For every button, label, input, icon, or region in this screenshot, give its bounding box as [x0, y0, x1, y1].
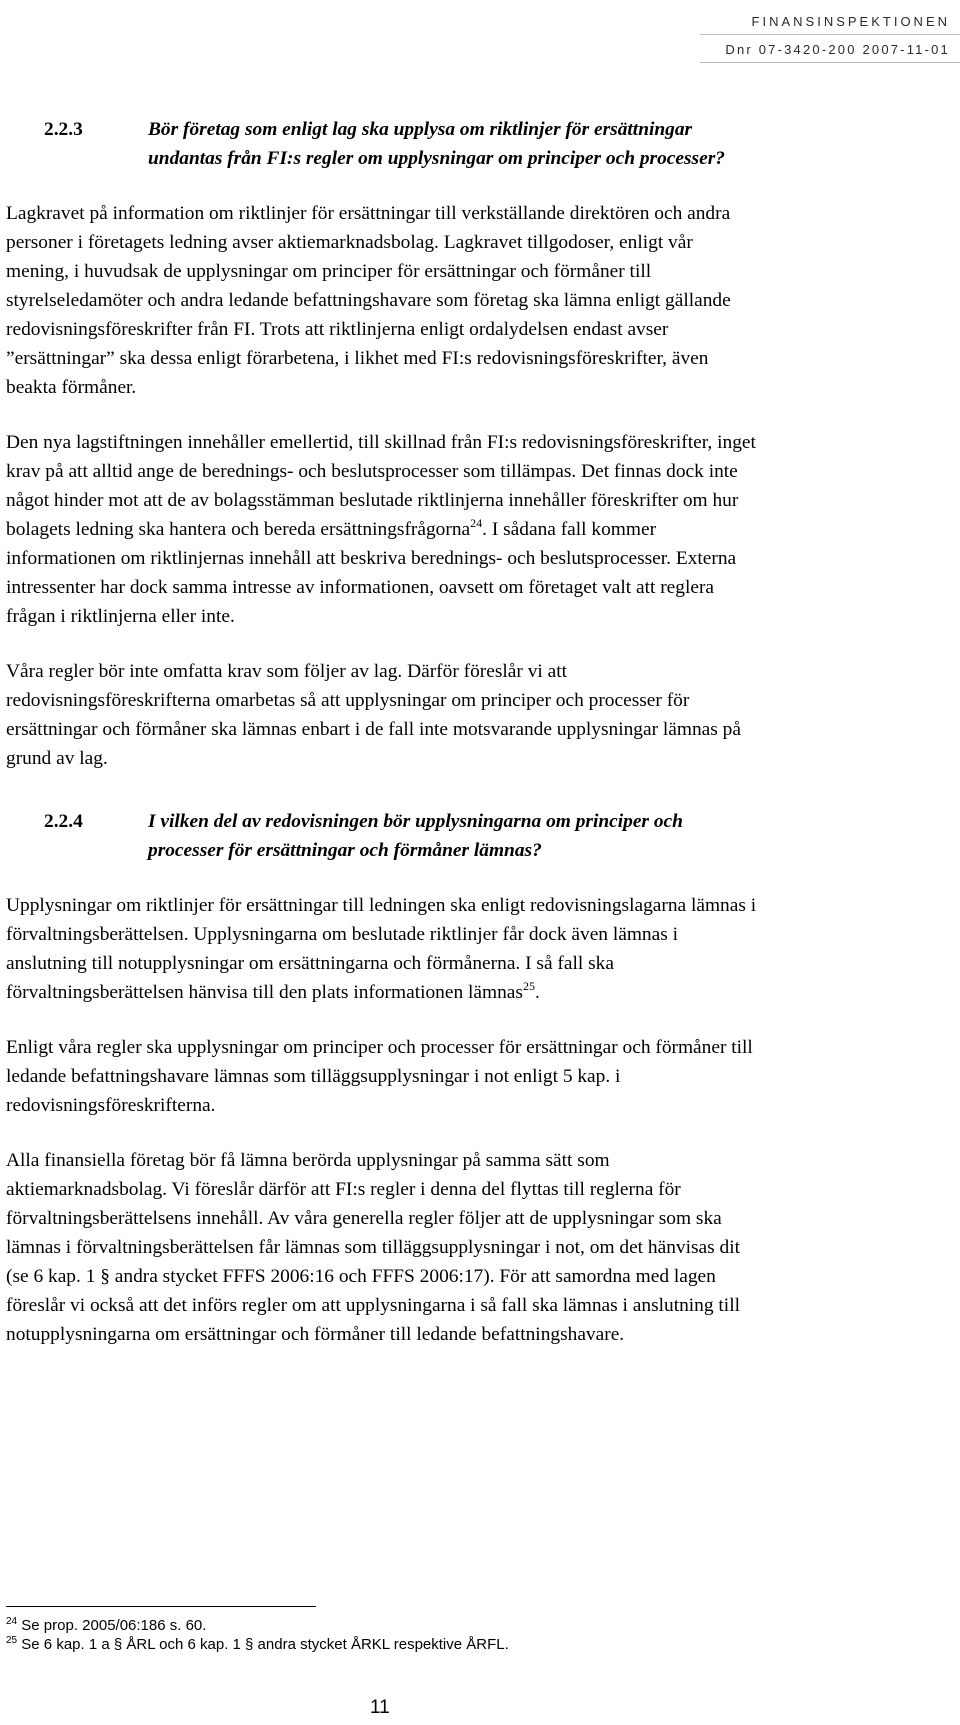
footnote-divider — [6, 1606, 316, 1607]
document-body — [6, 115, 758, 1375]
footnote — [6, 1616, 509, 1635]
paragraph: Alla finansiella företag bör få lämna berörda upplysningar på samma sätt som aktiemarknadsbolag. Vi föreslår därför att FI:s regler i denna del flyttas till reglerna för förvaltningsberättelsens innehåll. Av våra generella regler följer att de upplysningar som ska lämnas i förvaltningsberättelsen får lämnas som tilläggsupplysningar i not, om det hänvisas dit (se 6 kap. 1 § andra stycket FFFS 2006:16 och FFFS 2006:17). För att samordna med lagen föreslår vi också att det införs regler om att upplysningarna i så fall ska lämnas i anslutning till notupplysningarna om ersättningar och förmåner till ledande befattningshavare. — [6, 1150, 741, 1345]
paragraph — [6, 428, 758, 631]
section-number: 2.2.3 — [44, 119, 83, 140]
section-title: Bör företag som enligt lag ska upplysa om riktlinjer för ersättningar undantas från FI:s regler om upplysningar om principer och processer? — [148, 119, 725, 169]
paragraph-text: . I sådana fall kommer informationen om riktlinjernas innehåll att beskriva berednings- och beslutsprocesser. Externa intressenter har dock samma intresse av informationen, oavsett om företaget valt att reglera frågan i riktlinjerna eller inte. — [6, 519, 737, 627]
footnotes — [6, 1616, 509, 1654]
footnote-text: Se prop. 2005/06:186 s. 60. — [21, 1617, 207, 1634]
paragraph — [6, 891, 758, 1007]
section-number: 2.2.4 — [44, 811, 83, 832]
paragraph-text: Den nya lagstiftningen innehåller emellertid, till skillnad från FI:s redovisningsföreskrifter, inget krav på att alltid ange de berednings- och beslutsprocesser som tillämpas. Det finnas dock inte något hinder mot att de av bolagsstämman beslutade riktlinjerna innehåller föreskrifter om hur bolagets ledning ska hantera och bereda ersättningsfrågorna — [6, 432, 756, 540]
footnote-number: 24 — [6, 1616, 18, 1627]
section-heading — [6, 115, 758, 173]
paragraph: Våra regler bör inte omfatta krav som följer av lag. Därför föreslår vi att redovisningsföreskrifterna omarbetas så att upplysningar om principer och processer för ersättningar och förmåner ska lämnas enbart i de fall inte motsvarande upplysningar lämnas på grund av lag. — [6, 661, 741, 769]
paragraph: Lagkravet på information om riktlinjer för ersättningar till verkställande direktören och andra personer i företagets ledning avser aktiemarknadsbolag. Lagkravet tillgodoser, enligt vår mening, i huvudsak de upplysningar om principer för ersättningar och förmåner till styrelseledamöter och andra ledande befattningshavare som företag ska lämna enligt gällande redovisningsföreskrifter från FI. Trots att riktlinjerna enligt ordalydelsen endast avser ”ersättningar” ska dessa enligt förarbetena, i likhet med FI:s redovisningsföreskrifter, även beakta förmåner. — [6, 203, 731, 398]
footnote-text: Se 6 kap. 1 a § ÅRL och 6 kap. 1 § andra stycket ÅRKL respektive ÅRFL. — [21, 1636, 509, 1653]
header-organization: FINANSINSPEKTIONEN — [751, 14, 950, 29]
header-reference: Dnr 07-3420-200 2007-11-01 — [725, 42, 950, 57]
section-title: I vilken del av redovisningen bör upplysningarna om principer och processer för ersättningar och förmåner lämnas? — [148, 811, 683, 861]
footnote-reference[interactable]: 24 — [470, 516, 483, 530]
section-heading — [6, 807, 758, 865]
paragraph-text: . — [534, 982, 540, 1003]
paragraph-text: Upplysningar om riktlinjer för ersättningar till ledningen ska enligt redovisningslagarna lämnas i förvaltningsberättelsen. Upplysningarna om beslutade riktlinjer får dock även lämnas i anslutning till notupplysningar om ersättningarna och förmånerna. I så fall ska förvaltningsberättelsen hänvisa till den plats informationen lämnas — [6, 895, 757, 1003]
header-divider — [700, 62, 960, 63]
paragraph: Enligt våra regler ska upplysningar om principer och processer för ersättningar och förmåner till ledande befattningshavare lämnas som tilläggsupplysningar i not enligt 5 kap. i redovisningsföreskrifterna. — [6, 1037, 753, 1116]
header-divider — [700, 34, 960, 35]
page-number: 11 — [370, 1697, 390, 1718]
footnote — [6, 1635, 509, 1654]
footnote-reference[interactable]: 25 — [522, 979, 535, 993]
footnote-number: 25 — [6, 1635, 18, 1646]
